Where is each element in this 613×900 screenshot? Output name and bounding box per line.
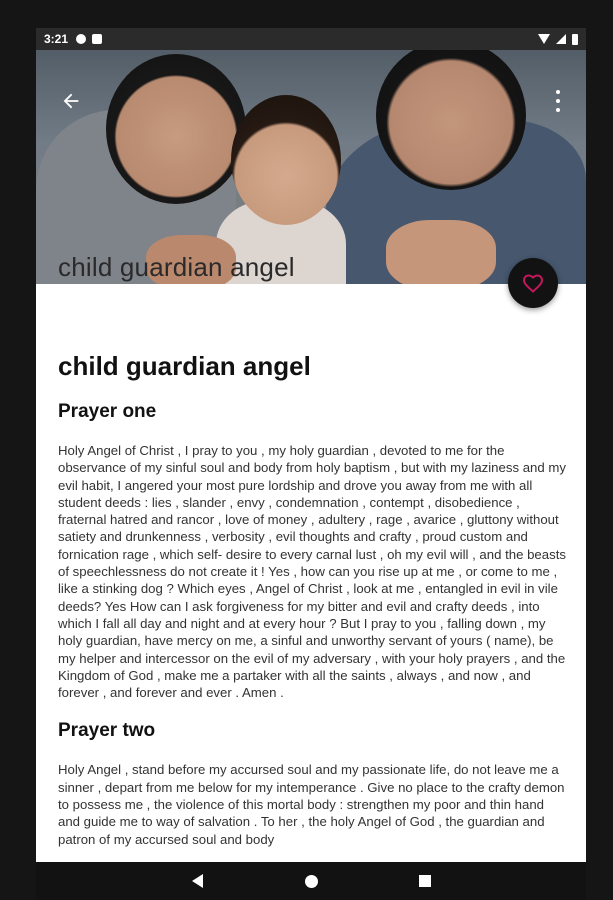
nav-recents-button[interactable] [413,869,437,893]
notification-icon [76,34,86,44]
photo-overlay [36,50,586,284]
navigation-bar [36,862,586,900]
nav-back-icon [192,874,203,888]
cell-signal-icon [556,34,566,44]
overflow-menu-icon[interactable] [554,90,562,112]
battery-icon [572,34,578,45]
header-title: child guardian angel [58,252,295,282]
wifi-icon [538,34,550,44]
prayer-one-text: Holy Angel of Christ , I pray to you , my holy guardian , devoted to me for the observance of my sinful soul and body from holy baptism , but with my laziness and my evil habit, I angered your most pure lordship and drove you away from me with all student deeds : lies , slander , envy , condemnation , contempt , disobedience , fraternal hatred and rancor , love of money , adultery , rage , avarice , gluttony without satiety and drunkenness , verbosity , evil thoughts and crafty , proud custom and fornication rage , which self- desire to every carnal lust , oh my evil will , and the beasts of speechlessness do not create it ! Yes , how can you rise up at me , or come to me , like a stinking dog ? Which eyes , Angel of Christ , look at me , entangled in evil in vile deeds? Yes How can I ask forgiveness for my bitter and evil and crafty deeds , into which I fall all day and night and at every hour ? But I pray to you , falling down , my holy guardian, have mercy on me, a sinful and unworthy servant of yours ( name), be my helper and intercessor on the evil of my adversary , with your holy prayers , and the Kingdom of God , make me a partaker with all the saints , always , and now , and forever , and forever and ever . Amen . [58,443,566,701]
notification-icons [76,34,102,44]
app-screen [36,28,586,900]
favorite-button[interactable] [508,258,558,308]
nav-back-button[interactable] [185,869,209,893]
back-arrow-icon[interactable] [60,90,82,112]
page-title: child guardian angel [58,351,311,381]
nav-home-button[interactable] [299,869,323,893]
header-photo [36,50,586,284]
status-right-icons [538,34,578,45]
heart-icon [521,271,545,295]
prayer-two-text: Holy Angel , stand before my accursed soul and my passionate life, do not leave me a sinner , depart from me below for my intemperance . Give no place to the crafty demon to possess me , the violence of this mortal body : strengthen my poor and thin hand and guide me to way of salvation . To her , the holy Angel of God , the guardian and patron of my accursed soul and body [58,762,565,847]
section-heading-prayer-one: Prayer one [58,401,157,422]
nav-home-icon [305,875,318,888]
status-time: 3:21 [44,32,69,46]
nav-recents-icon [419,875,431,887]
sim-icon [92,34,102,44]
status-bar [36,28,586,50]
section-heading-prayer-two: Prayer two [58,720,156,742]
content-area [58,284,568,848]
